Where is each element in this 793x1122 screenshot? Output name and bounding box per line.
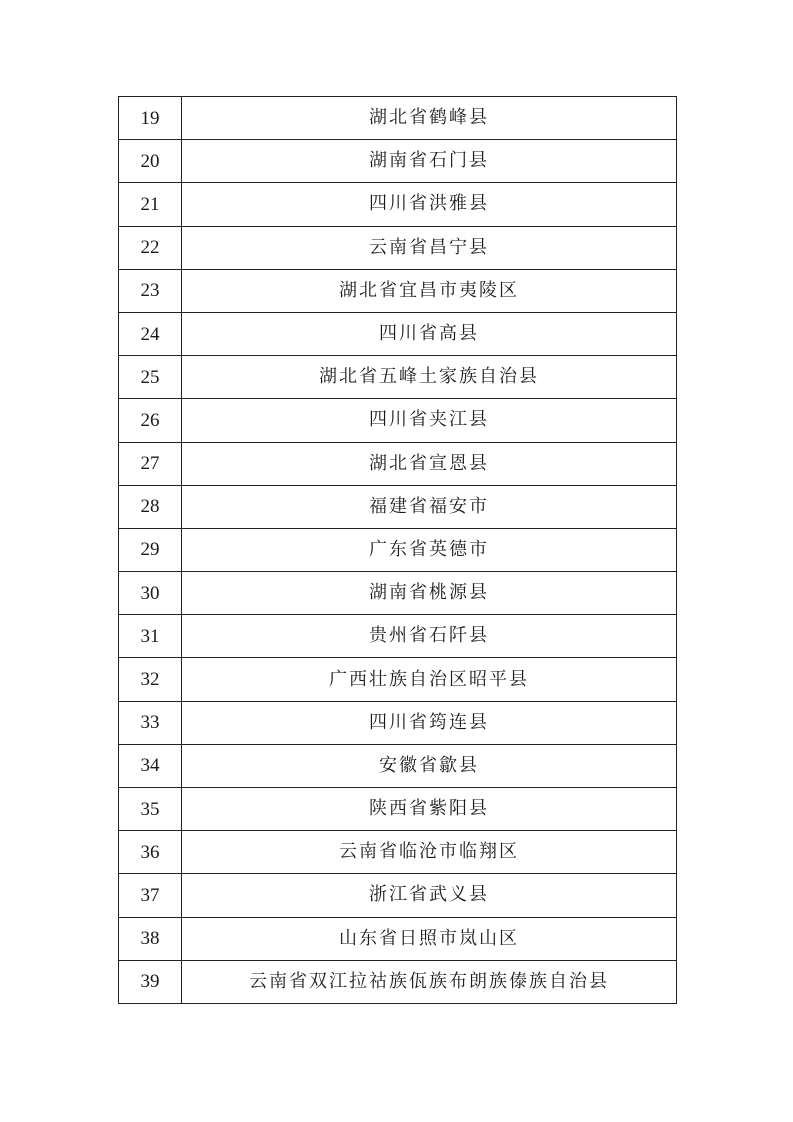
row-number: 34: [119, 744, 182, 787]
row-number: 25: [119, 356, 182, 399]
county-name: 四川省夹江县: [182, 399, 677, 442]
county-name: 贵州省石阡县: [182, 615, 677, 658]
county-name: 广西壮族自治区昭平县: [182, 658, 677, 701]
county-name: 云南省昌宁县: [182, 226, 677, 269]
table-row: [119, 226, 677, 269]
table-row: [119, 312, 677, 355]
row-number: 28: [119, 485, 182, 528]
table-row: [119, 658, 677, 701]
table-row: [119, 528, 677, 571]
county-name: 四川省筠连县: [182, 701, 677, 744]
county-name: 浙江省武义县: [182, 874, 677, 917]
county-name: 四川省洪雅县: [182, 183, 677, 226]
row-number: 39: [119, 960, 182, 1003]
county-name: 湖北省宣恩县: [182, 442, 677, 485]
row-number: 27: [119, 442, 182, 485]
county-name: 湖北省宜昌市夷陵区: [182, 269, 677, 312]
table-row: [119, 788, 677, 831]
row-number: 38: [119, 917, 182, 960]
row-number: 22: [119, 226, 182, 269]
table-row: [119, 356, 677, 399]
county-name: 四川省高县: [182, 312, 677, 355]
row-number: 29: [119, 528, 182, 571]
table-row: [119, 701, 677, 744]
county-name: 安徽省歙县: [182, 744, 677, 787]
row-number: 21: [119, 183, 182, 226]
table-row: [119, 183, 677, 226]
table-row: [119, 97, 677, 140]
table-row: [119, 960, 677, 1003]
row-number: 37: [119, 874, 182, 917]
table-row: [119, 917, 677, 960]
county-name: 湖北省鹤峰县: [182, 97, 677, 140]
county-name: 山东省日照市岚山区: [182, 917, 677, 960]
table-row: [119, 572, 677, 615]
row-number: 31: [119, 615, 182, 658]
table-row: [119, 831, 677, 874]
county-name: 云南省临沧市临翔区: [182, 831, 677, 874]
row-number: 24: [119, 312, 182, 355]
table-row: [119, 485, 677, 528]
county-name: 广东省英德市: [182, 528, 677, 571]
row-number: 35: [119, 788, 182, 831]
table-row: [119, 615, 677, 658]
row-number: 36: [119, 831, 182, 874]
table-row: [119, 442, 677, 485]
row-number: 26: [119, 399, 182, 442]
row-number: 20: [119, 140, 182, 183]
row-number: 23: [119, 269, 182, 312]
table-row: [119, 269, 677, 312]
county-name: 云南省双江拉祜族佤族布朗族傣族自治县: [182, 960, 677, 1003]
county-name: 湖南省桃源县: [182, 572, 677, 615]
row-number: 19: [119, 97, 182, 140]
county-list-body: [119, 97, 677, 1004]
row-number: 32: [119, 658, 182, 701]
county-name: 湖南省石门县: [182, 140, 677, 183]
table-row: [119, 140, 677, 183]
table-row: [119, 744, 677, 787]
table-row: [119, 874, 677, 917]
row-number: 30: [119, 572, 182, 615]
county-name: 福建省福安市: [182, 485, 677, 528]
county-name: 陕西省紫阳县: [182, 788, 677, 831]
table-row: [119, 399, 677, 442]
county-name: 湖北省五峰土家族自治县: [182, 356, 677, 399]
row-number: 33: [119, 701, 182, 744]
county-list-table: [118, 96, 677, 1004]
